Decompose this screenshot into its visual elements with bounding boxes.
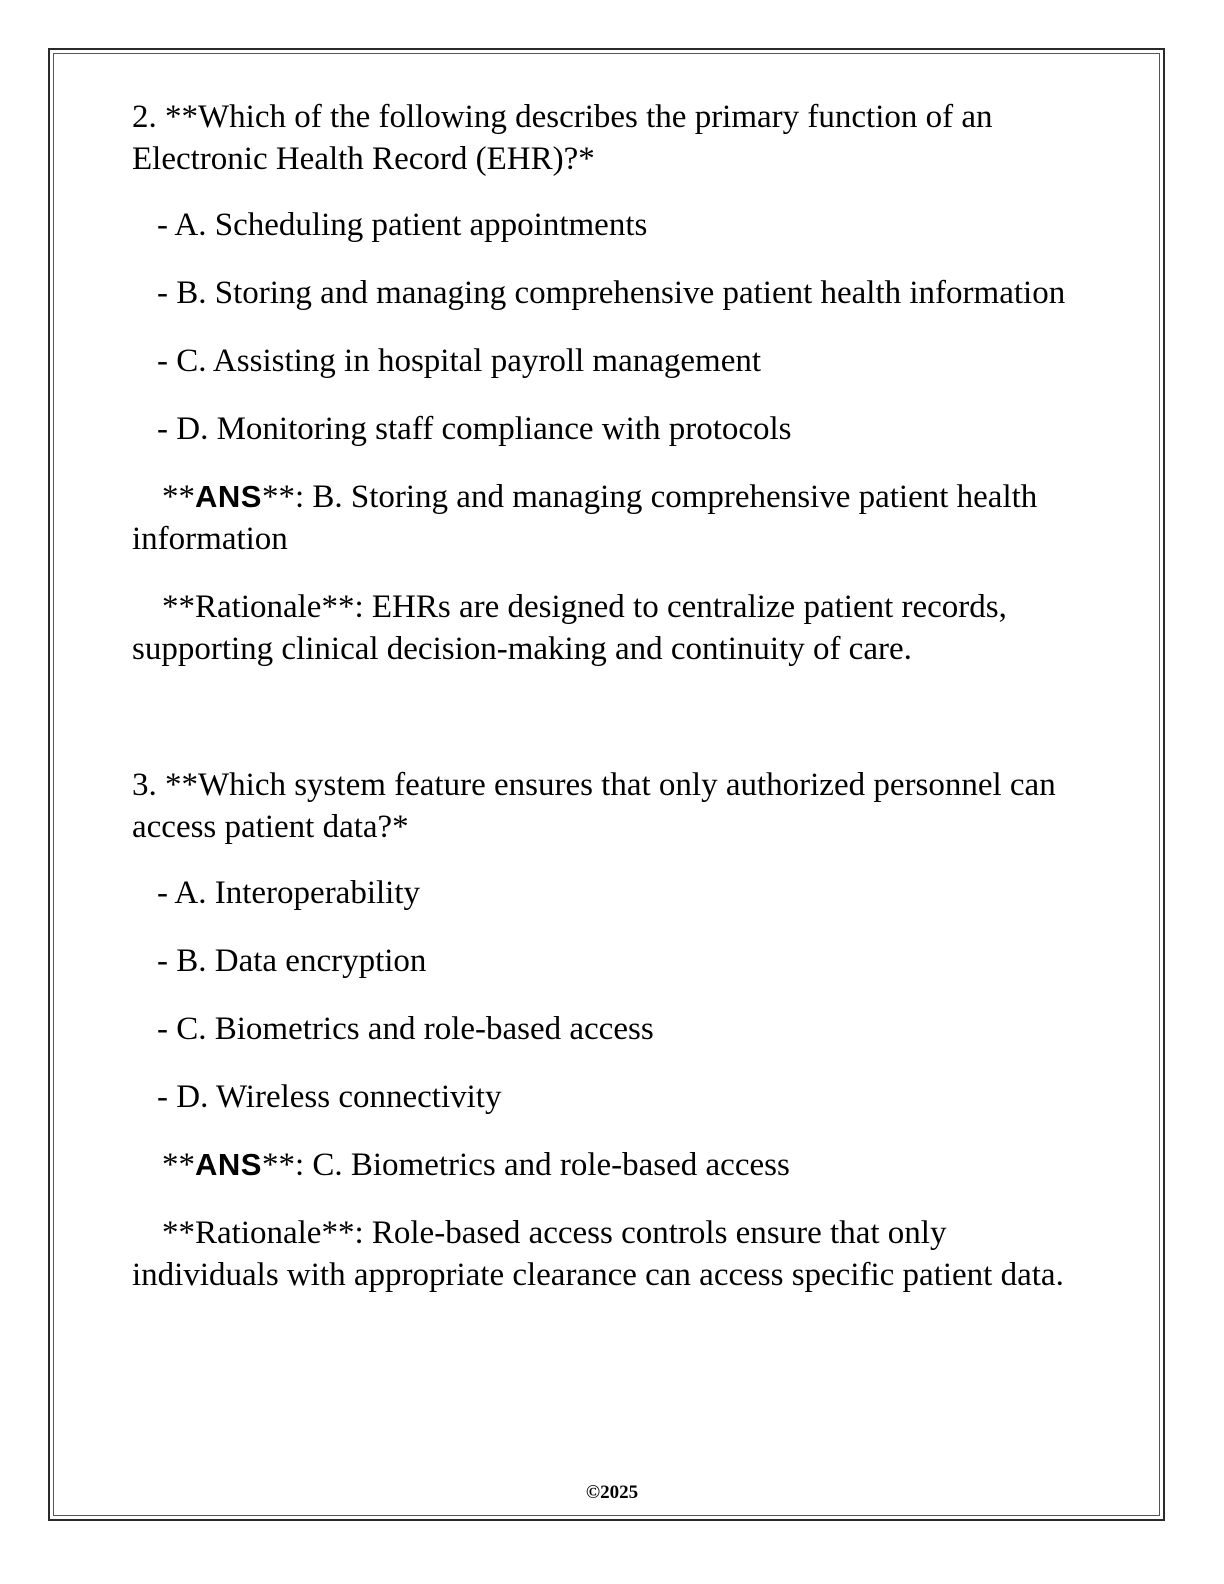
- rationale-text: **Rationale**: EHRs are designed to centralize patient records, supporting clinical decision-making and continuity of care.: [132, 589, 1007, 667]
- option-d: - D. Wireless connectivity: [157, 1079, 502, 1115]
- option-d: - D. Monitoring staff compliance with protocols: [157, 411, 792, 447]
- option-a: - A. Interoperability: [157, 875, 421, 911]
- question-block-2: [132, 96, 1092, 670]
- option-c: - C. Biometrics and role-based access: [157, 1011, 654, 1047]
- rationale-text: **Rationale**: Role-based access controls ensure that only individuals with appropriate clearance can access specific patient data.: [132, 1215, 1064, 1293]
- answer-text: **: C. Biometrics and role-based access: [261, 1147, 790, 1183]
- document-content: [132, 96, 1092, 1296]
- option-b: - B. Storing and managing comprehensive patient health information: [157, 275, 1066, 311]
- copyright-footer: ©2025: [585, 1482, 639, 1503]
- answer-line: [132, 1144, 1092, 1186]
- question-text: 2. **Which of the following describes the primary function of an Electronic Health Record (EHR)?*: [132, 99, 993, 177]
- answer-prefix: **: [162, 479, 195, 515]
- question-text: 3. **Which system feature ensures that only authorized personnel can access patient data?*: [132, 767, 1056, 845]
- answer-text: **: B. Storing and managing comprehensive patient health information: [132, 479, 1038, 557]
- answer-prefix: **: [162, 1147, 195, 1183]
- answer-label: ANS: [195, 479, 262, 514]
- answer-label: ANS: [195, 1147, 262, 1182]
- option-b: - B. Data encryption: [157, 943, 427, 979]
- question-block-3: [132, 764, 1092, 1296]
- option-c: - C. Assisting in hospital payroll management: [157, 343, 762, 379]
- option-a: - A. Scheduling patient appointments: [157, 207, 648, 243]
- answer-line: [132, 476, 1092, 560]
